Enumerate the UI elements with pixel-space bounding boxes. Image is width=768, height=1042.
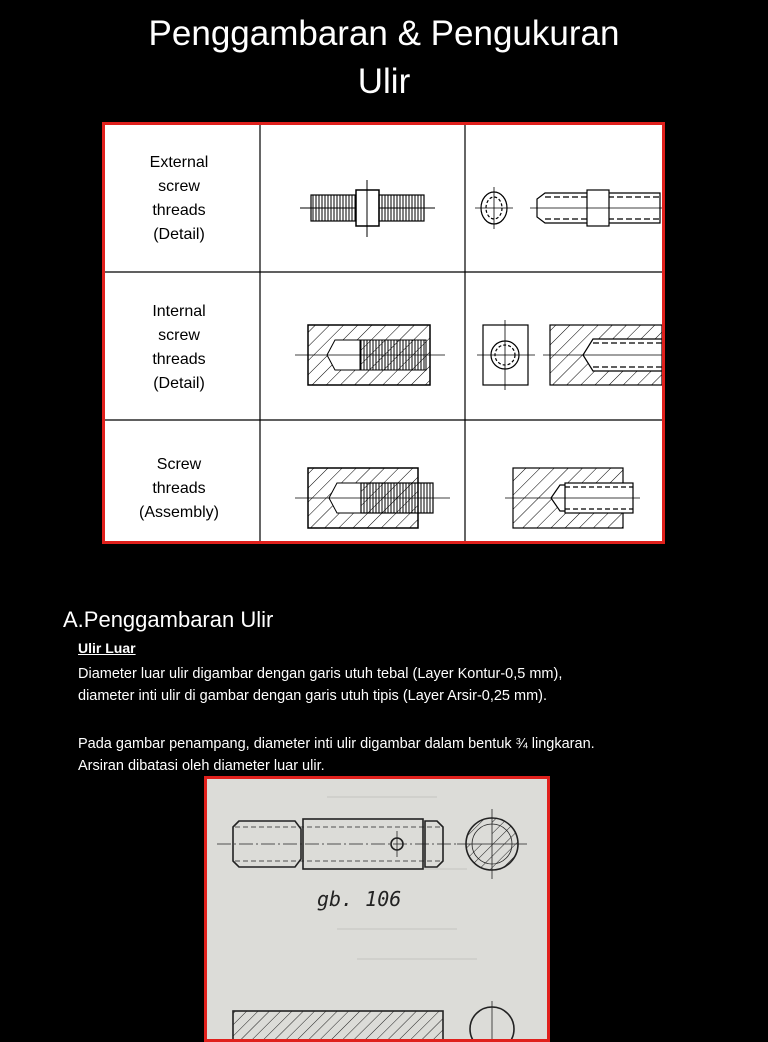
thread-table-drawing (105, 125, 662, 541)
scan-caption: gb. 106 (317, 887, 402, 911)
title-line-2: Ulir (357, 62, 411, 101)
scanned-bolt-lower-view (233, 1001, 514, 1039)
slide-title (0, 10, 768, 106)
scanned-thread-figure (204, 776, 550, 1042)
row2-label-line1: Internal (152, 303, 206, 320)
screw-assembly-detail-drawing (295, 468, 450, 528)
section-heading: A.Penggambaran Ulir (63, 607, 274, 632)
row2-label-line3: threads (152, 351, 206, 368)
row3-label-line3: (Assembly) (138, 504, 220, 521)
paragraph-penampang: Pada gambar penampang, diameter inti ulir digambar dalam bentuk ¾ lingkaran. Arsiran dibatasi oleh diameter luar ulir. (78, 736, 595, 774)
external-thread-simplified-drawing (475, 187, 662, 229)
sub-heading-ulir-luar: Ulir Luar (78, 640, 136, 656)
scanned-drawing (207, 779, 547, 1039)
row3-label-line2: threads (152, 480, 206, 497)
row1-label-line1: External (149, 154, 209, 171)
scanned-bolt-side-view (217, 819, 457, 869)
row2-label-line2: screw (158, 327, 200, 344)
screw-assembly-simplified-drawing (505, 468, 640, 528)
thread-representation-table (102, 122, 665, 544)
internal-thread-detail-drawing (295, 325, 445, 385)
row1-label-line3: threads (152, 202, 206, 219)
scanned-bolt-section-view (457, 809, 527, 879)
row1-label-line4: (Detail) (153, 226, 205, 243)
paragraph-diameter: Diameter luar ulir digambar dengan garis utuh tebal (Layer Kontur-0,5 mm), diameter inti ulir di gambar dengan garis utuh tipis (Layer Arsir-0,25 mm). (78, 666, 563, 704)
row3-label-line1: Screw (156, 456, 202, 473)
row2-label-line4: (Detail) (153, 375, 205, 392)
title-line-1: Penggambaran & Pengukuran (148, 14, 620, 53)
internal-thread-simplified-drawing (477, 320, 662, 390)
row1-label-line2: screw (158, 178, 200, 195)
external-thread-detail-drawing (300, 180, 435, 237)
